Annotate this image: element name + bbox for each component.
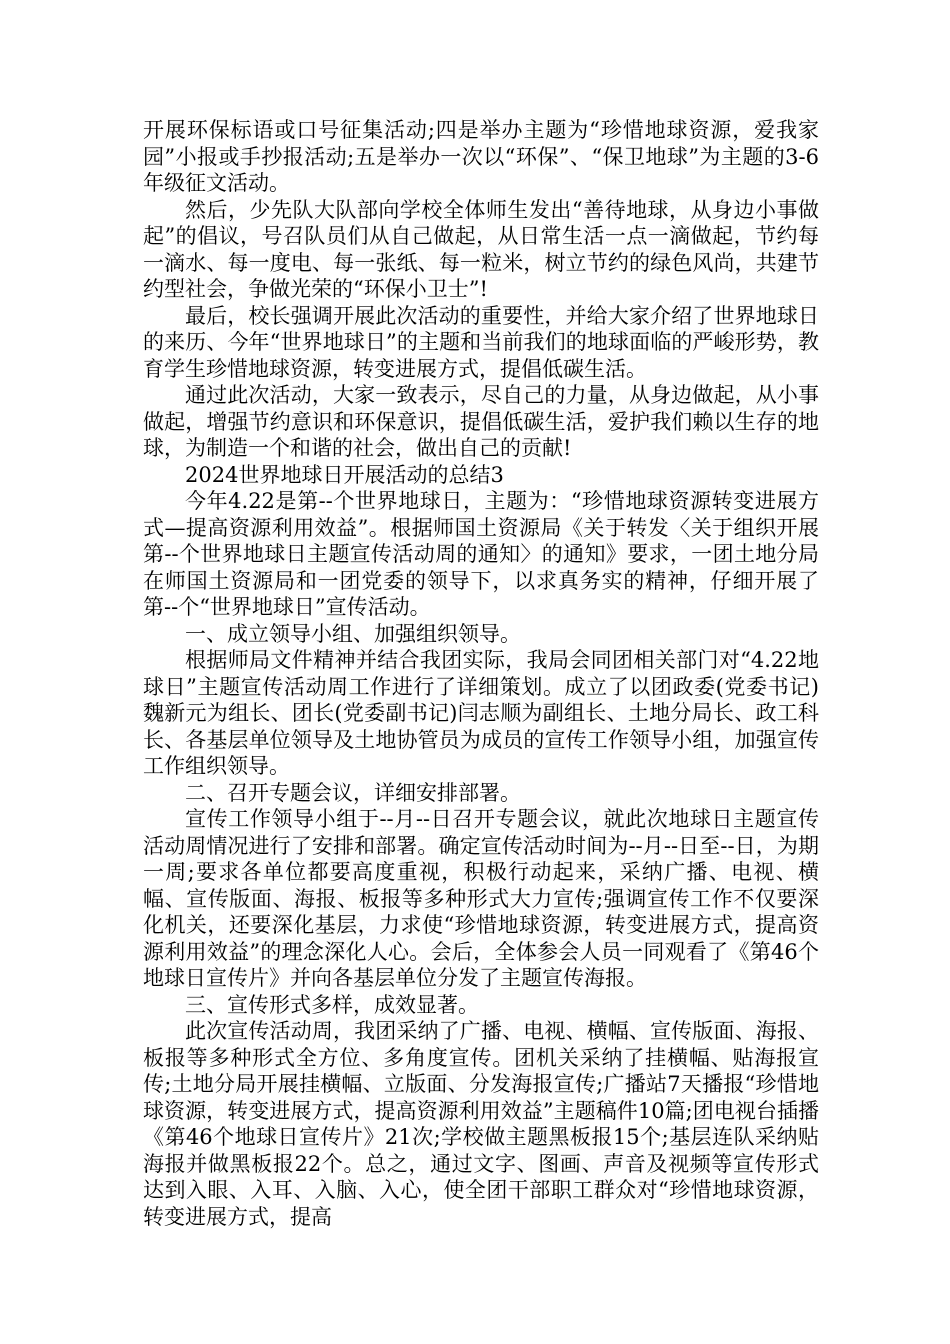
paragraph: 今年4.22是第--个世界地球日，主题为：“珍惜地球资源转变进展方式—提高资源利用效益”。根据师国土资源局《关于转发〈关于组织开展第--个世界地球日主题宣传活动周的通知〉的通知》要求，一团土地分局在师国土资源局和一团党委的领导下，以求真务实的精神，仔细开展了第--个“世界地球日”宣传活动。 [143,489,819,619]
section-heading: 2024世界地球日开展活动的总结3 [185,462,504,487]
section-heading: 三、宣传形式多样，成效显著。 [185,992,479,1017]
paragraph: 通过此次活动，大家一致表示，尽自己的力量，从身边做起，从小事做起，增强节约意识和环保意识，提倡低碳生活，爱护我们赖以生存的地球，为制造一个和谐的社会，做出自己的贡献! [143,383,819,460]
paragraph: 最后，校长强调开展此次活动的重要性，并给大家介绍了世界地球日的来历、今年“世界地球日”的主题和当前我们的地球面临的严峻形势，教育学生珍惜地球资源，转变进展方式，提倡低碳生活。 [143,303,819,381]
paragraph: 根据师局文件精神并结合我团实际，我局会同团相关部门对“4.22地球日”主题宣传活动周工作进行了详细策划。成立了以团政委(党委书记)魏新元为组长、团长(党委副书记)闫志顺为副组长、土地分局长、政工科长、各基层单位领导及土地协管员为成员的宣传工作领导小组，加强宣传工作组织领导。 [143,648,819,778]
paragraph: 宣传工作领导小组于--月--日召开专题会议，就此次地球日主题宣传活动周情况进行了安排和部署。确定宣传活动时间为--月--日至--日，为期一周;要求各单位都要高度重视，积极行动起来，采纳广播、电视、横幅、宣传版面、海报、板报等多种形式大力宣传;强调宣传工作不仅要深化机关，还要深化基层，力求使“珍惜地球资源，转变进展方式，提高资源利用效益”的理念深化人心。会后，全体参会人员一同观看了《第46个地球日宣传片》并向各基层单位分发了主题宣传海报。 [143,807,819,990]
section-heading: 一、成立领导小组、加强组织领导。 [185,621,521,646]
paragraph: 开展环保标语或口号征集活动;四是举办主题为“珍惜地球资源，爱我家园”小报或手抄报活动;五是举办一次以“环保”、“保卫地球”为主题的3-6年级征文活动。 [143,118,819,195]
document-body [143,117,819,1230]
section-heading: 二、召开专题会议，详细安排部署。 [185,780,521,805]
paragraph: 然后，少先队大队部向学校全体师生发出“善待地球，从身边小事做起”的倡议，号召队员们从自己做起，从日常生活一点一滴做起，节约每一滴水、每一度电、每一张纸、每一粒米，树立节约的绿色风尚，共建节约型社会，争做光荣的“环保小卫士”! [143,197,819,301]
paragraph: 此次宣传活动周，我团采纳了广播、电视、横幅、宣传版面、海报、板报等多种形式全方位、多角度宣传。团机关采纳了挂横幅、贴海报宣传;土地分局开展挂横幅、立版面、分发海报宣传;广播站7天播报“珍惜地球资源，转变进展方式，提高资源利用效益”主题稿件10篇;团电视台插播《第46个地球日宣传片》21次;学校做主题黑板报15个;基层连队采纳贴海报并做黑板报22个。总之，通过文字、图画、声音及视频等宣传形式达到入眼、入耳、入脑、入心，使全团干部职工群众对“珍惜地球资源，转变进展方式，提高 [143,1019,819,1229]
